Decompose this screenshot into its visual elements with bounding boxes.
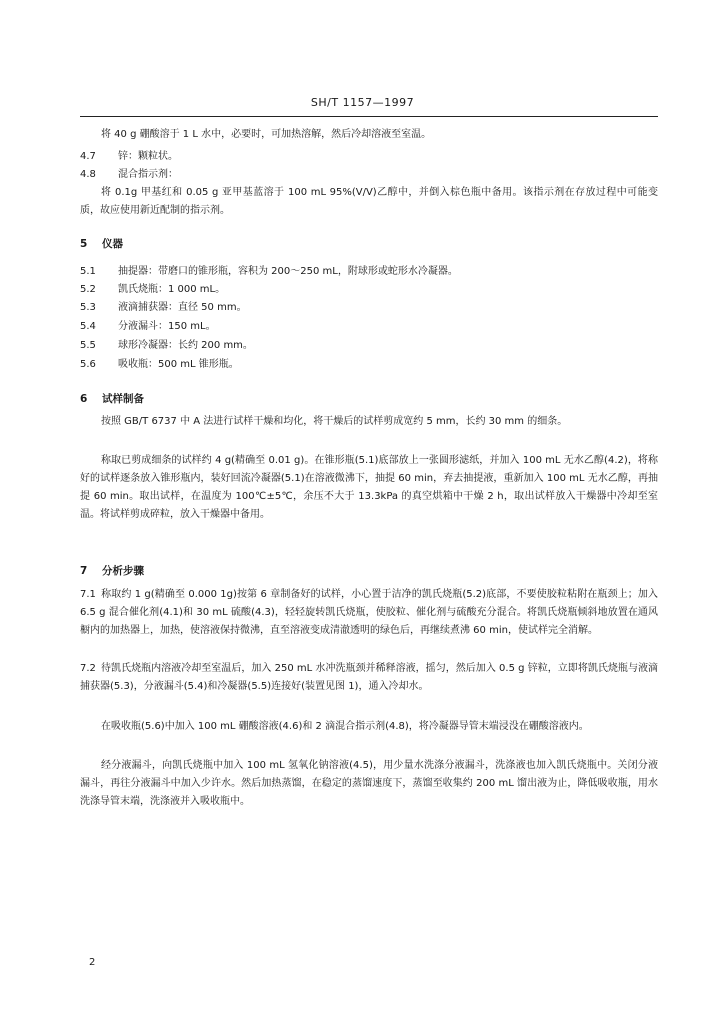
clause-5-4 [80,318,658,336]
clause-text: 液滴捕获器：直径 50 mm。 [118,302,247,313]
heading-title: 试样制备 [102,393,144,405]
absorber-paragraph: 在吸收瓶(5.6)中加入 100 mL 硼酸溶液(4.6)和 2 滴混合指示剂(4.8)，将冷凝器导管末端浸没在硼酸溶液内。 [101,721,589,732]
clause-7-1 [80,586,658,640]
clause-number: 4.8 [80,169,96,180]
clause-5-5 [80,337,658,355]
sample-prep-paragraph-1: 按照 GB/T 6737 中 A 法进行试样干燥和均化，将干燥后的试样剪成宽约 5 mm，长约 30 mm 的细条。 [101,416,568,427]
clause-text: 待凯氏烧瓶内溶液冷却至室温后，加入 250 mL 水冲洗瓶颈并稀释溶液，摇匀，然后加入 0.5 g 锌粒，立即将凯氏烧瓶与液滴捕获器(5.3)，分液漏斗(5.4)和冷凝器(5.5)连接好(装置见图 1)，通入冷却水。 [80,663,658,692]
heading-title: 分析步骤 [102,565,144,577]
clause-number: 7.2 [80,663,96,674]
page-header: SH/T 1157—1997 [310,96,415,109]
distillation-paragraph: 经分液漏斗，向凯氏烧瓶中加入 100 mL 氢氧化钠溶液(4.5)，用少量水洗涤分液漏斗，洗涤液也加入凯氏烧瓶中。关闭分液漏斗，再往分液漏斗中加入少许水。然后加热蒸馏，在稳定的蒸馏速度下，蒸馏至收集约 200 mL 馏出液为止，降低吸收瓶，用水洗涤导管末端，洗涤液并入吸收瓶中。 [80,760,658,807]
heading-number: 6 [80,393,88,405]
section-heading-5 [80,236,123,251]
clause-number: 5.2 [80,284,96,295]
sample-prep-paragraph-2: 称取已剪成细条的试样约 4 g(精确至 0.01 g)。在锥形瓶(5.1)底部放上一张圆形滤纸，并加入 100 mL 无水乙醇(4.2)，将称好的试样逐条放入锥形瓶内，装好回流冷凝器(5.1)在溶液微沸下，抽提 60 min，弃去抽提液，重新加入 100 mL 无水乙醇，再抽提 60 min。取出试样，在温度为 100℃±5℃，余压不大于 13.3kPa 的真空烘箱中干燥 2 h，取出试样放入干燥器中冷却至室温。将试样剪成碎粒，放入干燥器中备用。 [80,455,658,520]
clause-5-3 [80,299,658,317]
clause-text: 混合指示剂： [118,169,178,180]
clause-text: 称取约 1 g(精确至 0.000 1g)按第 6 章制备好的试样，小心置于洁净的凯氏烧瓶(5.2)底部，不要使胶粒粘附在瓶颈上；加入 6.5 g 混合催化剂(4.1)和 30 mL 硫酸(4.3)，轻轻旋转凯氏烧瓶，使胶粒、催化剂与硫酸充分混合。将凯氏烧瓶倾斜地放置在通风橱内的加热器上，加热，使溶液保持微沸，直至溶液变成清澈透明的绿色后，再继续煮沸 60 min，使试样完全消解。 [80,589,658,636]
clause-4-7 [80,148,658,166]
clause-number: 5.6 [80,359,96,370]
clause-4-8 [80,166,658,184]
clause-5-2 [80,281,658,299]
clause-number: 4.7 [80,151,96,162]
section-heading-6 [80,391,144,406]
clause-text: 吸收瓶：500 mL 锥形瓶。 [118,359,239,370]
clause-5-6 [80,356,658,374]
clause-number: 5.4 [80,321,96,332]
clause-text: 球形冷凝器：长约 200 mm。 [118,340,253,351]
clause-5-1 [80,263,658,281]
indicator-paragraph: 将 0.1g 甲基红和 0.05 g 亚甲基蓝溶于 100 mL 95%(V/V)乙醇中，并倒入棕色瓶中备用。该指示剂在存放过程中可能变质，故应使用新近配制的指示剂。 [80,187,658,216]
clause-text: 抽提器：带磨口的锥形瓶，容积为 200～250 mL，附球形或蛇形水冷凝器。 [118,266,458,277]
clause-text: 分液漏斗：150 mL。 [118,321,216,332]
heading-title: 仪器 [102,238,123,250]
clause-number: 5.5 [80,340,96,351]
page-number: 2 [89,957,96,968]
clause-number: 7.1 [80,589,96,600]
clause-text: 凯氏烧瓶：1 000 mL。 [118,284,226,295]
boric-acid-paragraph: 将 40 g 硼酸溶于 1 L 水中，必要时，可加热溶解，然后冷却溶液至室温。 [101,129,432,140]
clause-number: 5.1 [80,266,96,277]
clause-text: 锌：颗粒状。 [118,151,178,162]
section-heading-7 [80,563,144,578]
clause-number: 5.3 [80,302,96,313]
heading-number: 5 [80,238,88,250]
clause-7-2 [80,660,658,696]
header-rule [80,116,658,117]
heading-number: 7 [80,565,88,577]
